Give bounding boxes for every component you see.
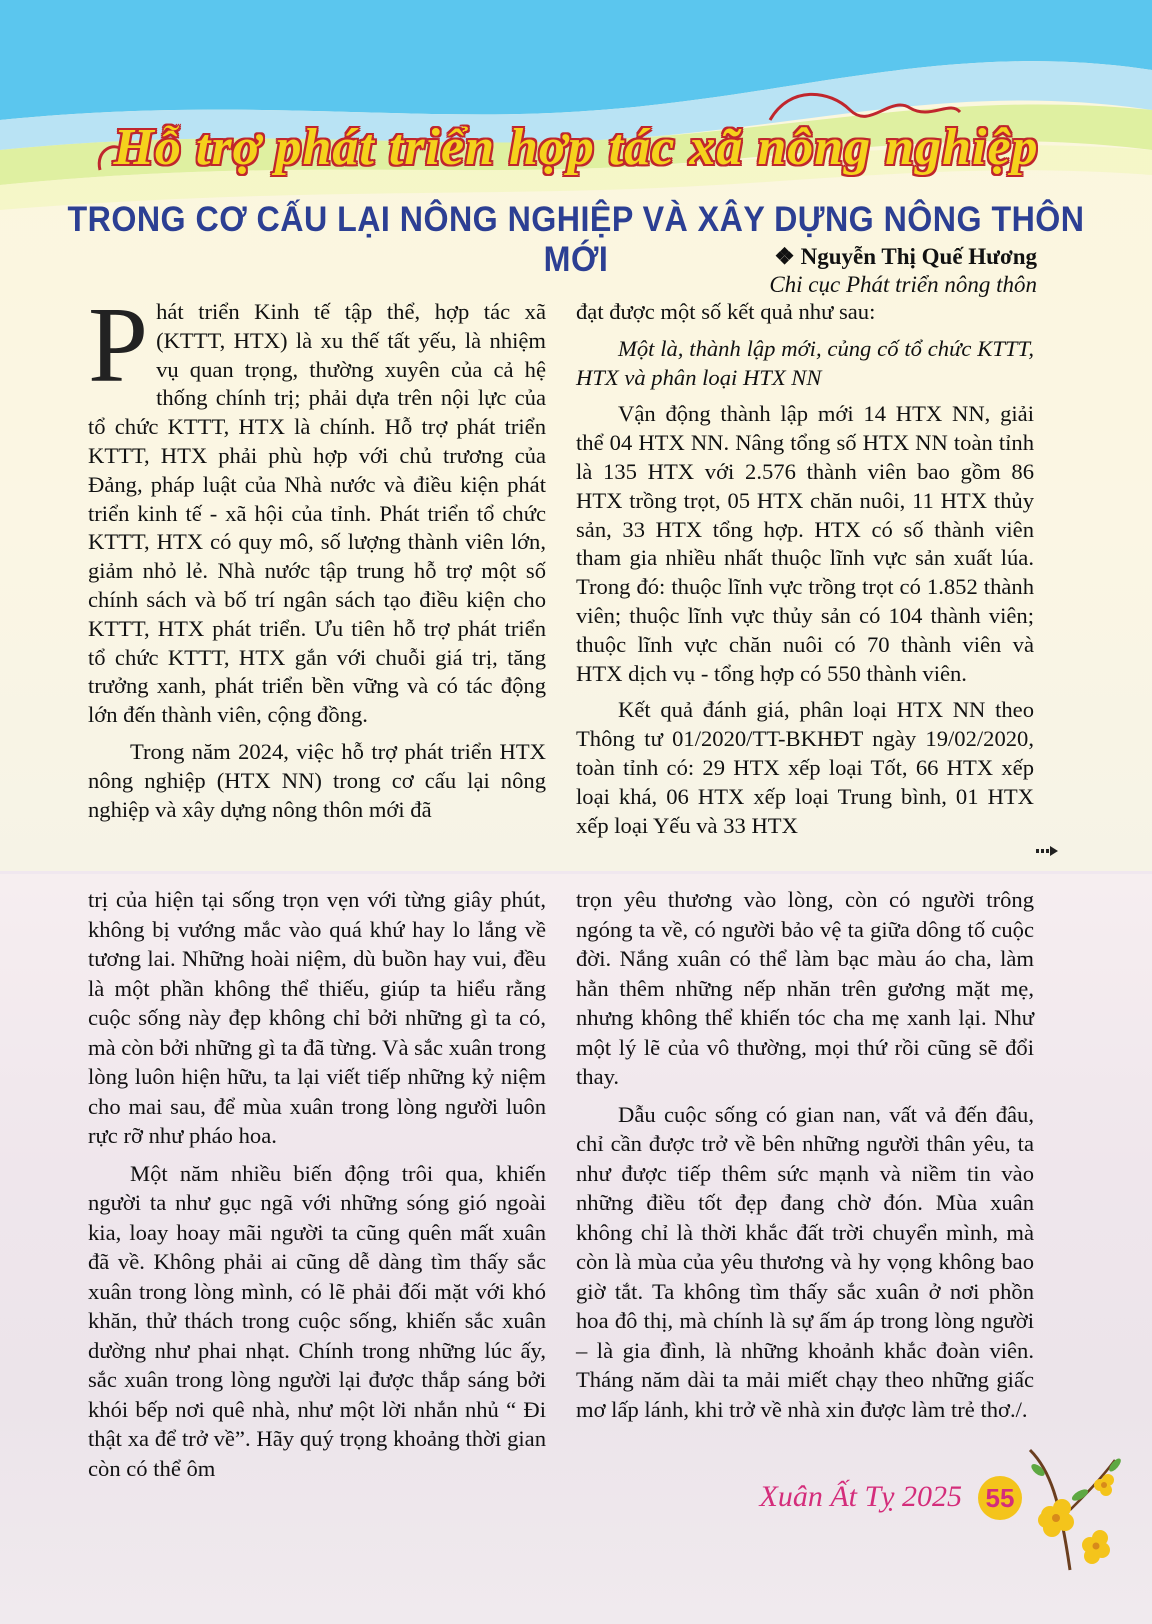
author-line xyxy=(774,244,1037,270)
article-column-2 xyxy=(576,298,1034,840)
paragraph: Trong năm 2024, việc hỗ trợ phát triển HTX nông nghiệp (HTX NN) trong cơ cấu lại nông nghiệp và xây dựng nông thôn mới đã xyxy=(88,738,546,822)
paragraph: Dẫu cuộc sống có gian nan, vất vả đến đâu, chỉ cần được trở về bên những người thân yêu, ta như được tiếp thêm sức mạnh và niềm tin vào những điều tốt đẹp đang chờ đón. Mùa xuân không chỉ là thời khắc đất trời chuyển mình, mà còn là mùa của yêu thương và hy vọng không bao giờ tắt. Ta không tìm thấy sắc xuân ở nơi phồn hoa đô thị, mà chính là sự ấm áp trong lòng người – là gia đình, là những khoảnh khắc đoàn viên. Tháng năm dài ta mải miết chạy theo những giấc mơ lấp lánh, khi trở về nhà xin được làm trẻ thơ./. xyxy=(576,1101,1034,1422)
lower-column-1 xyxy=(88,885,546,1483)
author-affiliation: Chi cục Phát triển nông thôn xyxy=(769,272,1037,297)
article-subtitle: TRONG CƠ CẤU LẠI NÔNG NGHIỆP VÀ XÂY DỰNG NÔNG THÔN MỚI xyxy=(67,200,1085,279)
article-column-1 xyxy=(88,286,546,824)
page-number: 55 xyxy=(978,1476,1022,1520)
paragraph: trọn yêu thương vào lòng, còn có người trông ngóng ta về, có người bảo vệ ta giữa dông tố cuộc đời. Nắng xuân có thể làm bạc màu áo cha, làm hằn thêm những nếp nhăn trên gương mặt mẹ, nhưng không thể khiến tóc cha mẹ xanh lại. Như một lý lẽ của vô thường, mọi thứ rồi cũng sẽ đổi thay. xyxy=(576,887,1034,1089)
author-bullet: ❖ xyxy=(774,244,795,269)
paragraph: đạt được một số kết quả như sau: xyxy=(576,299,876,324)
drop-cap: P xyxy=(88,286,149,405)
author-name: Nguyễn Thị Quế Hương xyxy=(800,244,1037,269)
section-divider xyxy=(0,871,1152,874)
lower-column-2 xyxy=(576,885,1034,1424)
section-heading: Một là, thành lập mới, củng cố tổ chức KTTT, HTX và phân loại HTX NN xyxy=(576,335,1034,390)
paragraph: trị của hiện tại sống trọn vẹn với từng giây phút, không bị vướng mắc vào quá khứ hay lo lắng về tương lai. Những hoài niệm, dù buồn hay vui, đều là một phần không thể thiếu, giúp ta hiểu rằng cuộc sống này đẹp không chỉ bởi những gì ta có, mà còn bởi những gì ta đã từng. Và sắc xuân trong lòng luôn hiện hữu, ta lại viết tiếp những kỷ niệm cho mai sau, để mùa xuân trong lòng người luôn rực rỡ như pháo hoa. xyxy=(88,887,546,1148)
paragraph: Một năm nhiều biến động trôi qua, khiến người ta như gục ngã với những sóng gió ngoài kia, loay hoay mãi người ta cũng quên mất xuân đã về. Không phải ai cũng dễ dàng tìm thấy sắc xuân trong lòng mình, có lẽ phải đối mặt với khó khăn, thử thách trong cuộc sống, khiến sắc xuân dường như phai nhạt. Chính trong những lúc ấy, sắc xuân trong lòng người lại được thắp sáng bởi khói bếp nơi quê nhà, như một lời nhắn nhủ “ Đi thật xa để trở về”. Hãy quý trọng khoảng thời gian còn có thể ôm xyxy=(88,1160,546,1481)
apricot-blossom-icon xyxy=(1010,1440,1130,1580)
article-title-script: Hỗ trợ phát triển hợp tác xã nông nghiệp xyxy=(113,119,1039,176)
intro-text: hát triển Kinh tế tập thể, hợp tác xã (KTTT, HTX) là xu thế tất yếu, là nhiệm vụ quan trọng, thường xuyên của cả hệ thống chính trị; phải dựa trên nội lực của tổ chức KTTT, HTX là chính. Hỗ trợ phát triển KTTT, HTX phải phù hợp với chủ trương của Đảng, pháp luật của Nhà nước và điều kiện phát triển kinh tế - xã hội của tỉnh. Phát triển tổ chức KTTT, HTX có quy mô, số lượng thành viên lớn, giảm nhỏ lẻ. Nhà nước tập trung hỗ trợ một số chính sách và bố trí ngân sách tạo điều kiện cho KTTT, HTX phát triển. Ưu tiên hỗ trợ phát triển tổ chức KTTT, HTX gắn với chuỗi giá trị, tăng trưởng xanh, phát triển bền vững và có tác động lớn đến thành viên, cộng đồng. xyxy=(88,299,546,728)
continue-arrow-icon xyxy=(1036,846,1058,856)
paragraph: Kết quả đánh giá, phân loại HTX NN theo Thông tư 01/2020/TT-BKHĐT ngày 19/02/2020, toàn tỉnh có: 29 HTX xếp loại Tốt, 66 HTX xếp loại khá, 06 HTX xếp loại Trung bình, 01 HTX xếp loại Yếu và 33 HTX xyxy=(576,697,1034,838)
issue-label: Xuân Ất Tỵ 2025 xyxy=(759,1480,962,1513)
intro-paragraph xyxy=(88,286,546,730)
paragraph: Vận động thành lập mới 14 HTX NN, giải thể 04 HTX NN. Nâng tổng số HTX NN toàn tỉnh là 135 HTX với 2.576 thành viên bao gồm 86 HTX trồng trọt, 05 HTX chăn nuôi, 11 HTX thủy sản, 33 HTX tổng hợp. HTX có số thành viên tham gia nhiều nhất thuộc lĩnh vực sản xuất lúa. Trong đó: thuộc lĩnh vực trồng trọt có 1.852 thành viên; thuộc lĩnh vực thủy sản có 104 thành viên; thuộc lĩnh vực chăn nuôi có 70 thành viên và HTX dịch vụ - tổng hợp có 550 thành viên. xyxy=(576,401,1034,686)
